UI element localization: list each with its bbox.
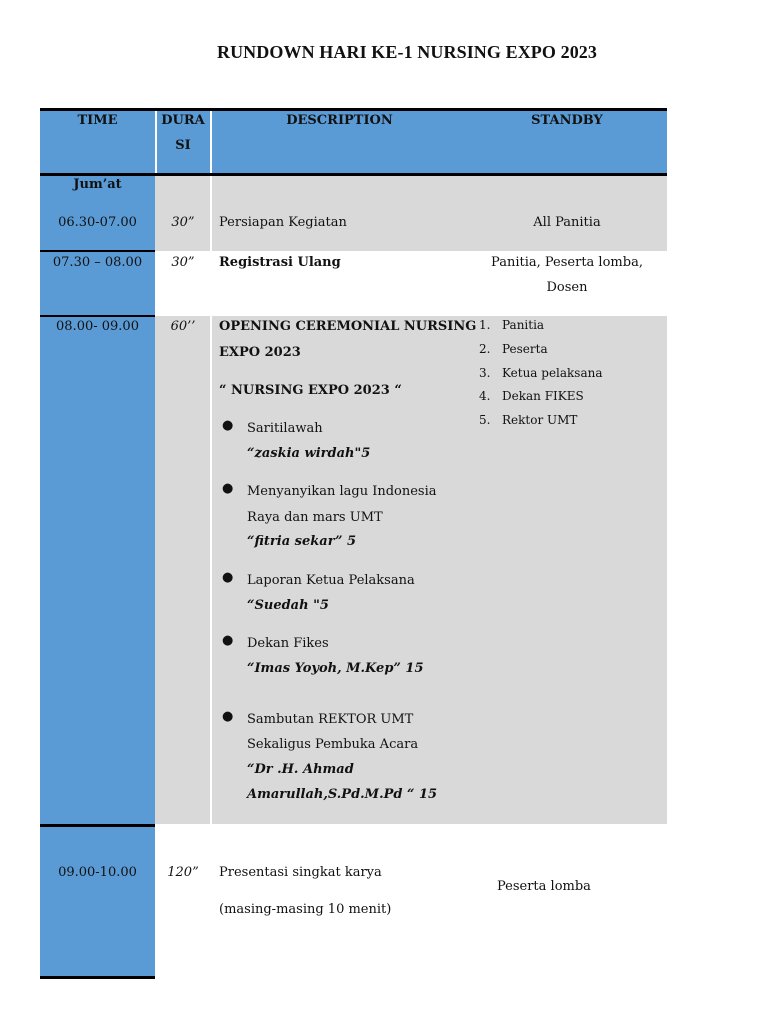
standby-list-number: 1. — [479, 318, 491, 332]
duration-cell: 120” — [167, 865, 199, 880]
standby-list-number: 3. — [479, 366, 491, 380]
bullet-icon: ● — [222, 481, 234, 496]
description-cell: Presentasi singkat karya — [219, 865, 382, 880]
header-standby: STANDBY — [531, 113, 603, 128]
standby-cell: Panitia, Peserta lomba, — [491, 255, 643, 270]
duration-cell: 60’’ — [170, 319, 196, 334]
description-cell: Registrasi Ulang — [219, 255, 341, 270]
column-separator — [210, 316, 212, 824]
standby-list-item: Panitia — [502, 318, 545, 332]
standby-list-number: 5. — [479, 413, 491, 427]
standby-cell: All Panitia — [533, 215, 601, 230]
description-heading: EXPO 2023 — [219, 345, 301, 360]
standby-list-number: 4. — [479, 389, 491, 403]
agenda-speaker: “zaskia wirdah"5 — [247, 446, 371, 461]
duration-cell: 30” — [171, 255, 195, 270]
standby-list-item: Ketua pelaksana — [502, 366, 603, 380]
time-column-bg — [40, 176, 155, 977]
standby-list-item: Rektor UMT — [502, 413, 578, 427]
bullet-icon: ● — [222, 633, 234, 648]
day-label: Jum’at — [73, 177, 122, 192]
standby-list-item: Dekan FIKES — [502, 389, 584, 403]
header-duration-2: SI — [175, 138, 191, 153]
bullet-icon: ● — [222, 570, 234, 585]
time-cell: 07.30 – 08.00 — [52, 255, 143, 270]
header-time: TIME — [77, 113, 118, 128]
agenda-speaker: “Imas Yoyoh, M.Kep” 15 — [247, 661, 424, 676]
agenda-item: Dekan Fikes — [247, 636, 329, 651]
header-description: DESCRIPTION — [286, 113, 393, 128]
bullet-icon: ● — [222, 709, 234, 724]
duration-cell: 30” — [171, 215, 195, 230]
time-cell: 06.30-07.00 — [58, 215, 137, 230]
agenda-item: Sambutan REKTOR UMT — [247, 712, 414, 727]
agenda-speaker: “Dr .H. Ahmad — [247, 762, 354, 777]
header-duration-1: DURA — [161, 113, 205, 128]
table-bottom-border — [40, 976, 155, 979]
agenda-item: Laporan Ketua Pelaksana — [247, 573, 415, 588]
description-cell: Persiapan Kegiatan — [219, 215, 347, 230]
agenda-speaker: “fitria sekar” 5 — [247, 534, 357, 549]
agenda-speaker: “Suedah "5 — [247, 598, 329, 613]
bullet-icon: ● — [222, 418, 234, 433]
standby-list-number: 2. — [479, 342, 491, 356]
agenda-item: Saritilawah — [247, 421, 323, 436]
description-cell: (masing-masing 10 menit) — [219, 902, 392, 917]
agenda-item: Raya dan mars UMT — [247, 510, 383, 525]
description-subheading: “ NURSING EXPO 2023 “ — [219, 383, 402, 398]
time-cell: 09.00-10.00 — [58, 865, 137, 880]
row-divider — [40, 824, 155, 827]
page-title: RUNDOWN HARI KE-1 NURSING EXPO 2023 — [216, 42, 597, 62]
time-cell: 08.00- 09.00 — [56, 319, 139, 334]
description-heading: OPENING CEREMONIAL NURSING — [219, 319, 477, 334]
standby-list-item: Peserta — [502, 342, 548, 356]
agenda-speaker: Amarullah,S.Pd.M.Pd “ 15 — [247, 787, 438, 802]
agenda-item: Sekaligus Pembuka Acara — [247, 737, 419, 752]
standby-cell: Dosen — [546, 280, 588, 295]
standby-cell: Peserta lomba — [497, 879, 591, 894]
agenda-item: Menyanyikan lagu Indonesia — [247, 484, 437, 499]
